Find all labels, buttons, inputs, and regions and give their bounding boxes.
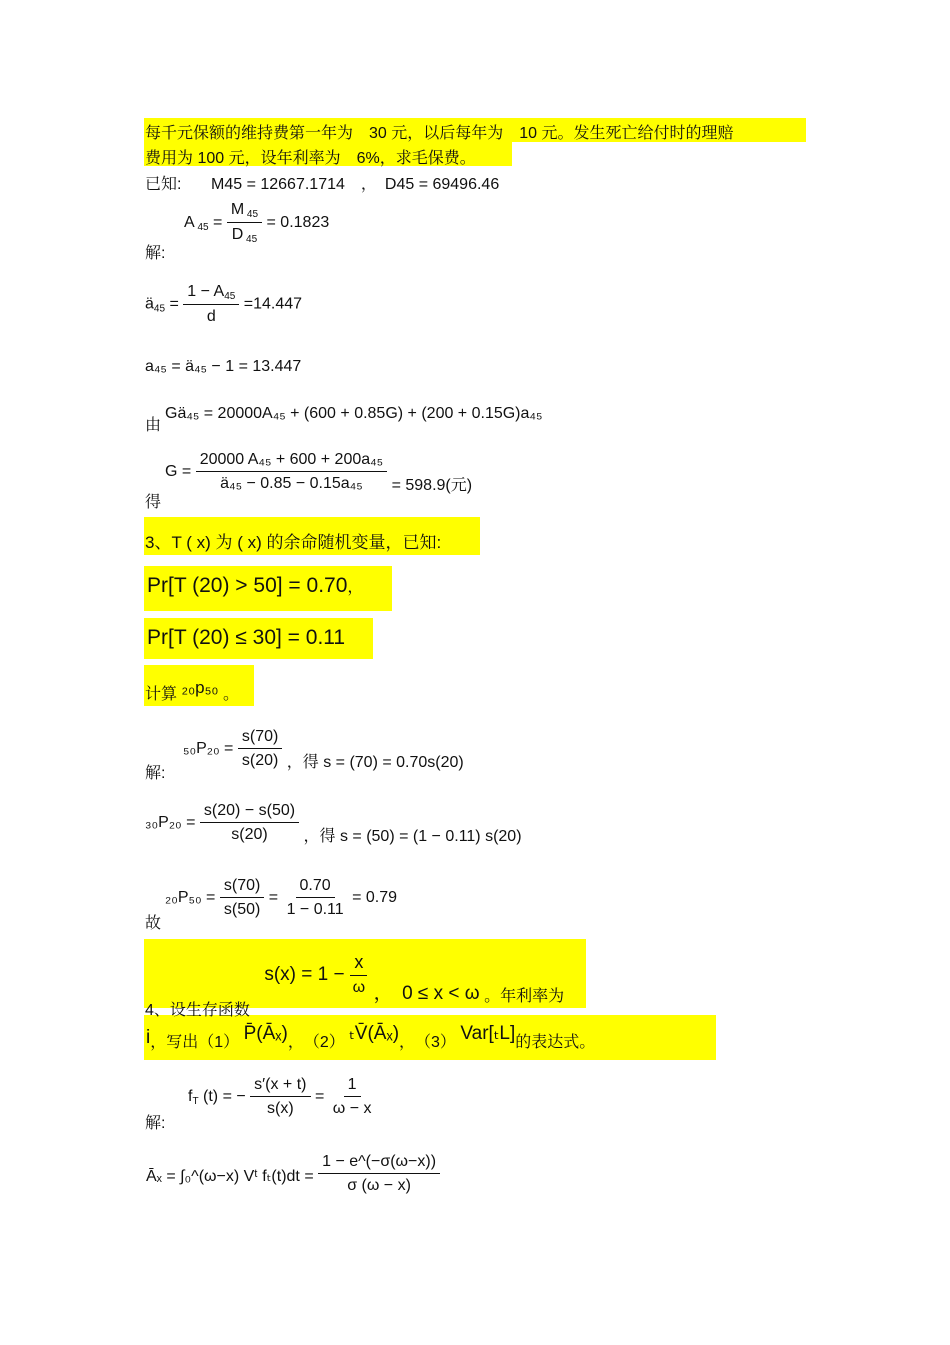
q4-line2 — [146, 1025, 595, 1049]
ft-den: s(x) — [267, 1100, 294, 1117]
formula-a-double-dot: $ä_{45}$ = $\frac{1 - A_{45}}{d}$ =14.447 — [145, 283, 303, 325]
ft-num2: 1 — [344, 1076, 361, 1097]
Ax-fraction — [318, 1153, 440, 1195]
formula-Ax — [146, 1153, 440, 1195]
a-dd-fraction: $\frac{1 - A_{45}}{d}$ — [183, 283, 239, 326]
q2-line2: 费用为 100 元，设年利率为 6%，求毛保费。 — [145, 150, 476, 167]
e3-value: = 0.79 — [352, 889, 398, 907]
e3-lhs: ₂₀P₅₀ = — [165, 889, 216, 907]
q3-condition-1 — [147, 574, 363, 598]
sx-lhs: s(x) = 1 − — [264, 963, 345, 985]
e1-den: s(20) — [241, 752, 279, 769]
e1-num: s(70) — [238, 728, 282, 749]
q4-line2-b: ， （2） — [287, 1034, 345, 1051]
expr-P-bar: P̄(Āₓ) — [243, 1023, 288, 1044]
e1-fraction — [238, 728, 282, 770]
sx-den: ω — [352, 979, 366, 996]
ask-suffix: 。 — [222, 686, 239, 703]
a-dd-num: 1 − A — [187, 283, 225, 300]
A45-den: D — [231, 226, 244, 243]
e3-num1: s(70) — [220, 877, 264, 898]
ask-expr: ₂₀p₅₀ — [181, 678, 219, 697]
formula-equation: Gä₄₅ = 20000A₄₅ + (600 + 0.85G) + (200 + 0.15G)a₄₅ — [165, 405, 543, 422]
formula-50P20 — [183, 728, 464, 770]
Ax-lhs: Āₓ = ∫₀^(ω−x) Vᵗ fₜ(t)dt = — [146, 1168, 314, 1186]
A45-fraction: $\frac{M _{45}}{D _{45}}$ — [227, 201, 262, 245]
i-symbol: i — [146, 1027, 151, 1048]
ft-fraction-1 — [250, 1076, 310, 1118]
e1-lhs: ₅₀P₂₀ = — [183, 740, 234, 758]
G-num: 20000 A₄₅ + 600 + 200a₄₅ — [196, 451, 387, 472]
ft-fraction-2 — [329, 1076, 376, 1118]
q2-sol-label: 解: — [145, 245, 166, 262]
a-dd-value: =14.447 — [243, 295, 303, 313]
A45-lhs: A — [184, 214, 195, 232]
e3-fraction-2 — [283, 877, 348, 919]
q2-de-label: 得 — [145, 494, 162, 511]
sx-formula — [264, 952, 369, 997]
Ax-den: σ (ω − x) — [347, 1177, 411, 1194]
formula-20P50: ₂₀P₅₀ = $\frac{s(70)}{s(50)}$ = $\frac{0.70}{1 - 0.11}$ = 0.79 — [165, 877, 398, 918]
e2-fraction — [200, 802, 299, 844]
q4-heading-suffix: 。年利率为 — [484, 987, 565, 1005]
ft-eq: = — [314, 1088, 325, 1106]
formula-A45: A $_{45}$ = $\frac{M _{45}}{D _{45}}$ = 0.1823 — [184, 201, 330, 245]
ask-prefix: 计算 — [145, 686, 178, 703]
q3-sol-label: 解: — [145, 765, 166, 782]
q2-by-label: 由 — [145, 417, 162, 434]
q4-heading-prefix: 4、设生存函数 — [145, 1001, 250, 1019]
q3-condition-2: Pr[T (20) ≤ 30] = 0.11 — [147, 626, 346, 649]
q4-line2-a: ，写出（1） — [150, 1034, 240, 1051]
q4-line2-d: 的表达式。 — [515, 1034, 596, 1051]
formula-30P20 — [145, 802, 522, 844]
ft-lhs2: (t) = − — [203, 1088, 246, 1106]
expr-tV-bar: ₜV̄(Āₓ) — [349, 1023, 400, 1044]
sx-num: x — [350, 952, 367, 976]
sx-range: ， 0 ≤ x < ω — [373, 982, 480, 1004]
ft-num: s′(x + t) — [250, 1076, 310, 1097]
q4-sol-label: 解: — [145, 1115, 166, 1132]
e3-den2: 1 − 0.11 — [286, 901, 344, 918]
q4-line2-c: ， （3） — [399, 1034, 456, 1051]
formula-a45: a₄₅ = ä₄₅ − 1 = 13.447 — [145, 358, 302, 375]
e2-num: s(20) − s(50) — [200, 802, 299, 823]
e1-tail: ，得 s = (70) = 0.70s(20) — [286, 754, 464, 772]
q3-therefore-label: 故 — [145, 915, 162, 932]
G-den: ä₄₅ − 0.85 − 0.15a₄₅ — [220, 475, 363, 492]
sx-fraction — [349, 952, 370, 997]
cond1-expr: Pr[T (20) > 50] = 0.70 — [147, 574, 348, 597]
q2-known-label: 已知: — [145, 176, 182, 193]
e2-den: s(20) — [231, 826, 268, 843]
G-value: = 598.9(元) — [391, 477, 473, 495]
expr-var: Var[ₜL] — [460, 1023, 516, 1044]
Ax-num: 1 − e^(−σ(ω−x)) — [318, 1153, 440, 1174]
formula-fT: $f_T$ (t) = − $\frac{s'(x + t)}{s(x)}$ = $\frac{1}{\omega - x}$ — [188, 1076, 375, 1118]
q3-heading: 3、T ( x) 为 ( x) 的余命随机变量，已知: — [145, 533, 442, 552]
cond1-tail: ， — [347, 579, 364, 596]
e3-fraction-1 — [220, 877, 264, 919]
q2-known-values: M45 = 12667.1714 ， D45 = 69496.46 — [211, 176, 500, 193]
a-dd-den: d — [206, 308, 216, 325]
A45-num: M — [230, 201, 245, 218]
e2-lhs: ₃₀P₂₀ = — [145, 814, 196, 832]
e3-num2: 0.70 — [296, 877, 335, 898]
q4-heading — [145, 952, 565, 1019]
e2-tail: ，得 s = (50) = (1 − 0.11) s(20) — [303, 828, 522, 846]
ft-den2: ω − x — [332, 1100, 372, 1117]
e3-den1: s(50) — [223, 901, 261, 918]
G-lhs: G = — [165, 463, 192, 481]
q3-ask — [145, 678, 239, 704]
formula-G — [165, 451, 472, 493]
G-fraction — [196, 451, 387, 493]
A45-value: = 0.1823 — [266, 214, 330, 232]
ft-lhs: f — [188, 1088, 193, 1106]
q2-line1: 每千元保额的维持费第一年为 30 元，以后每年为 10 元。发生死亡给付时的理赔 — [145, 125, 734, 142]
